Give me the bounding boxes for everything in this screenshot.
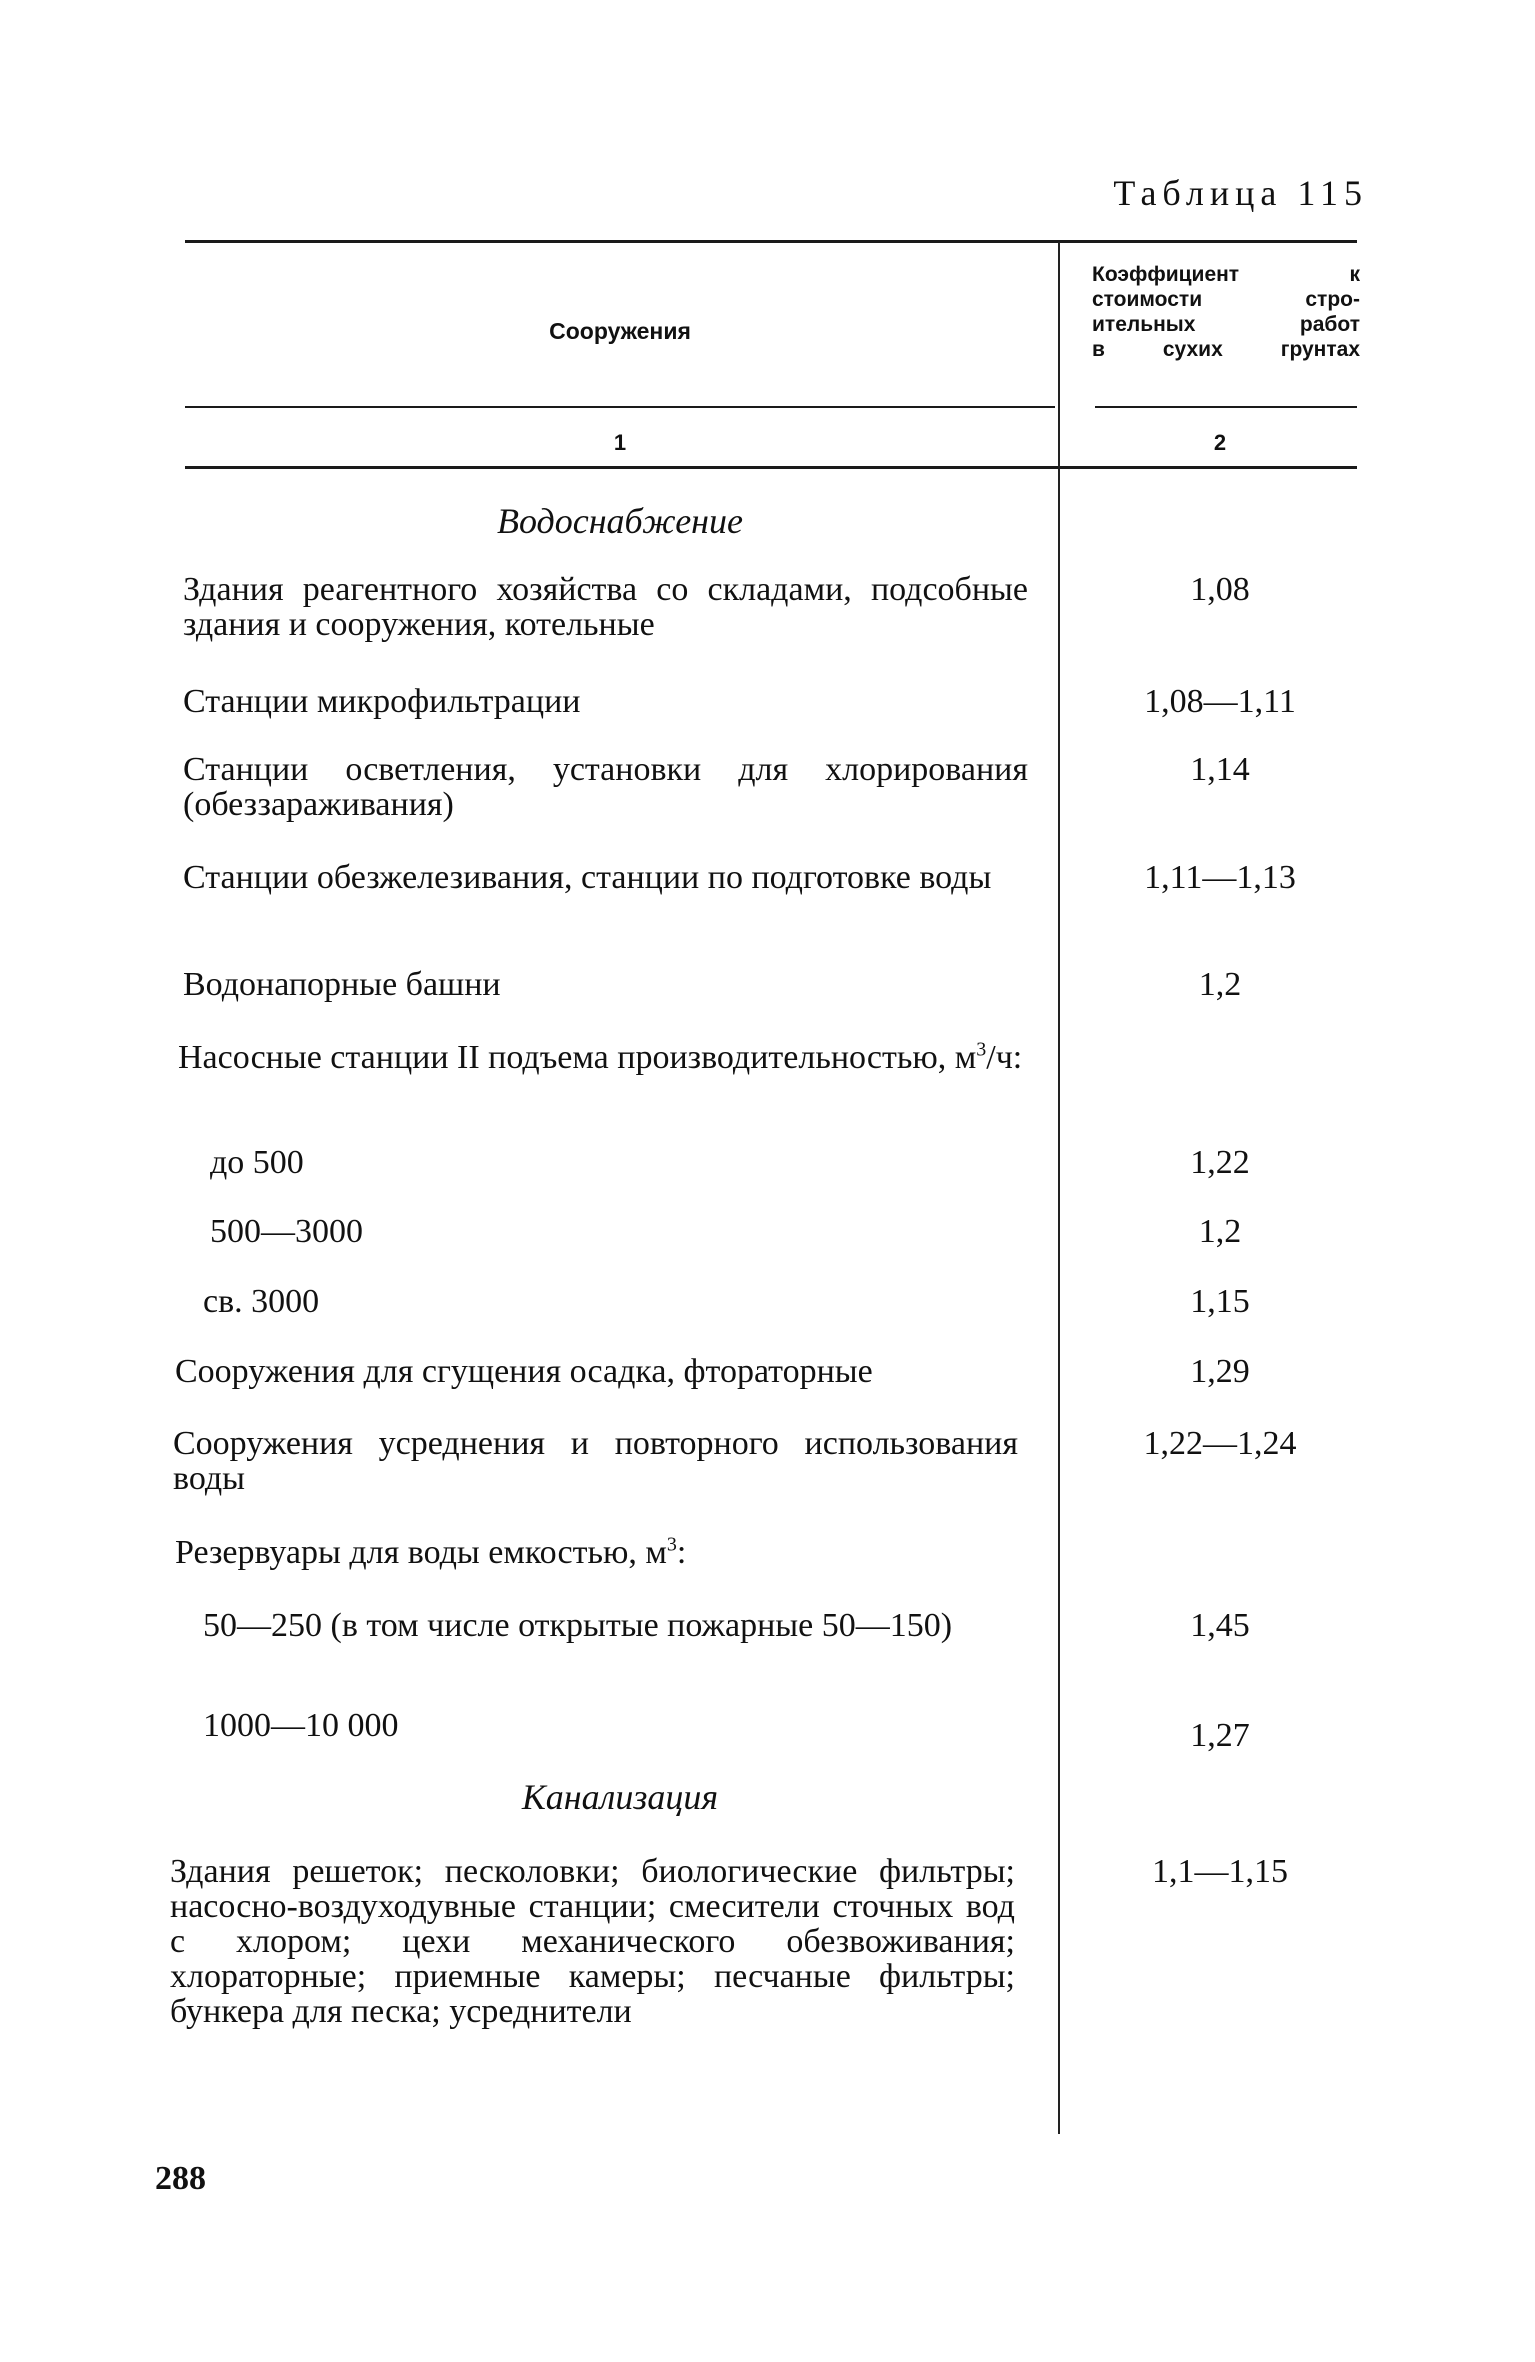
- row-text: 1000—10 000: [203, 1707, 399, 1744]
- table-title: Таблица 115: [1113, 173, 1368, 213]
- column-number-2: 2: [1213, 430, 1227, 455]
- header-col2-line: в сухих грунтах: [1092, 338, 1360, 361]
- row-text: Сооружения усреднения и повторного использования воды: [173, 1425, 1018, 1497]
- section-title-water-supply: Водоснабжение: [496, 501, 744, 541]
- row-value: 1,22—1,24: [1143, 1425, 1297, 1462]
- section-title-sewerage: Канализация: [521, 1777, 719, 1817]
- row-value: 1,29: [1190, 1353, 1250, 1390]
- row-value: 1,22: [1190, 1144, 1250, 1181]
- header-rule-col2: [1095, 406, 1357, 408]
- page-number: 288: [155, 2160, 206, 2197]
- column-number-rule: [185, 466, 1357, 469]
- header-col2-line: ительных работ: [1092, 313, 1360, 336]
- row-text: до 500: [210, 1144, 304, 1181]
- header-col2-title: [1092, 262, 1360, 362]
- row-text: 500—3000: [210, 1213, 363, 1250]
- row-text: Насосные станции II подъема производительностью, $м^3/ч$:: [178, 1038, 1023, 1076]
- row-text: Здания реагентного хозяйства со складами, подсобные здания и сооружения, котельные: [183, 571, 1028, 643]
- row-value: 1,14: [1190, 751, 1250, 788]
- row-value: 1,08—1,11: [1144, 683, 1296, 720]
- row-value: 1,2: [1198, 1213, 1242, 1250]
- row-text: Здания решеток; песколовки; биологические фильтры; насосно-воздуходувные станции; смесители сточных вод с хлором; цехи механического обезвоживания; хлораторные; приемные камеры; песчаные фильтры; бункера для песка; усреднители: [170, 1853, 1015, 2030]
- row-value: 1,45: [1190, 1607, 1250, 1644]
- row-value: 1,27: [1190, 1717, 1250, 1754]
- row-value: 1,2: [1198, 966, 1242, 1003]
- row-text: Станции осветления, установки для хлорирования (обеззараживания): [183, 751, 1028, 823]
- row-text: 50—250 (в том числе открытые пожарные 50—150): [203, 1607, 953, 1644]
- header-col2-line: стоимости стро-: [1092, 288, 1360, 311]
- header-rule-col1: [185, 406, 1055, 408]
- column-number-1: 1: [613, 430, 627, 455]
- row-text: Станции микрофильтрации: [183, 683, 581, 720]
- row-value: 1,15: [1190, 1283, 1250, 1320]
- column-divider: [1058, 242, 1060, 2134]
- row-text: Станции обезжелезивания, станции по подготовке воды: [183, 859, 992, 896]
- row-text: Сооружения для сгущения осадка, фтораторные: [175, 1353, 873, 1390]
- header-col1-title: Сооружения: [549, 318, 691, 344]
- row-text: Водонапорные башни: [183, 966, 501, 1003]
- row-value: 1,08: [1190, 571, 1250, 608]
- row-value: 1,1—1,15: [1152, 1853, 1288, 1890]
- header-col2-line: Коэффициент к: [1092, 263, 1360, 286]
- header-top-rule: [185, 240, 1357, 243]
- row-text: св. 3000: [203, 1283, 320, 1320]
- row-value: 1,11—1,13: [1144, 859, 1296, 896]
- row-text: Резервуары для воды емкостью, $м^3$:: [175, 1533, 687, 1571]
